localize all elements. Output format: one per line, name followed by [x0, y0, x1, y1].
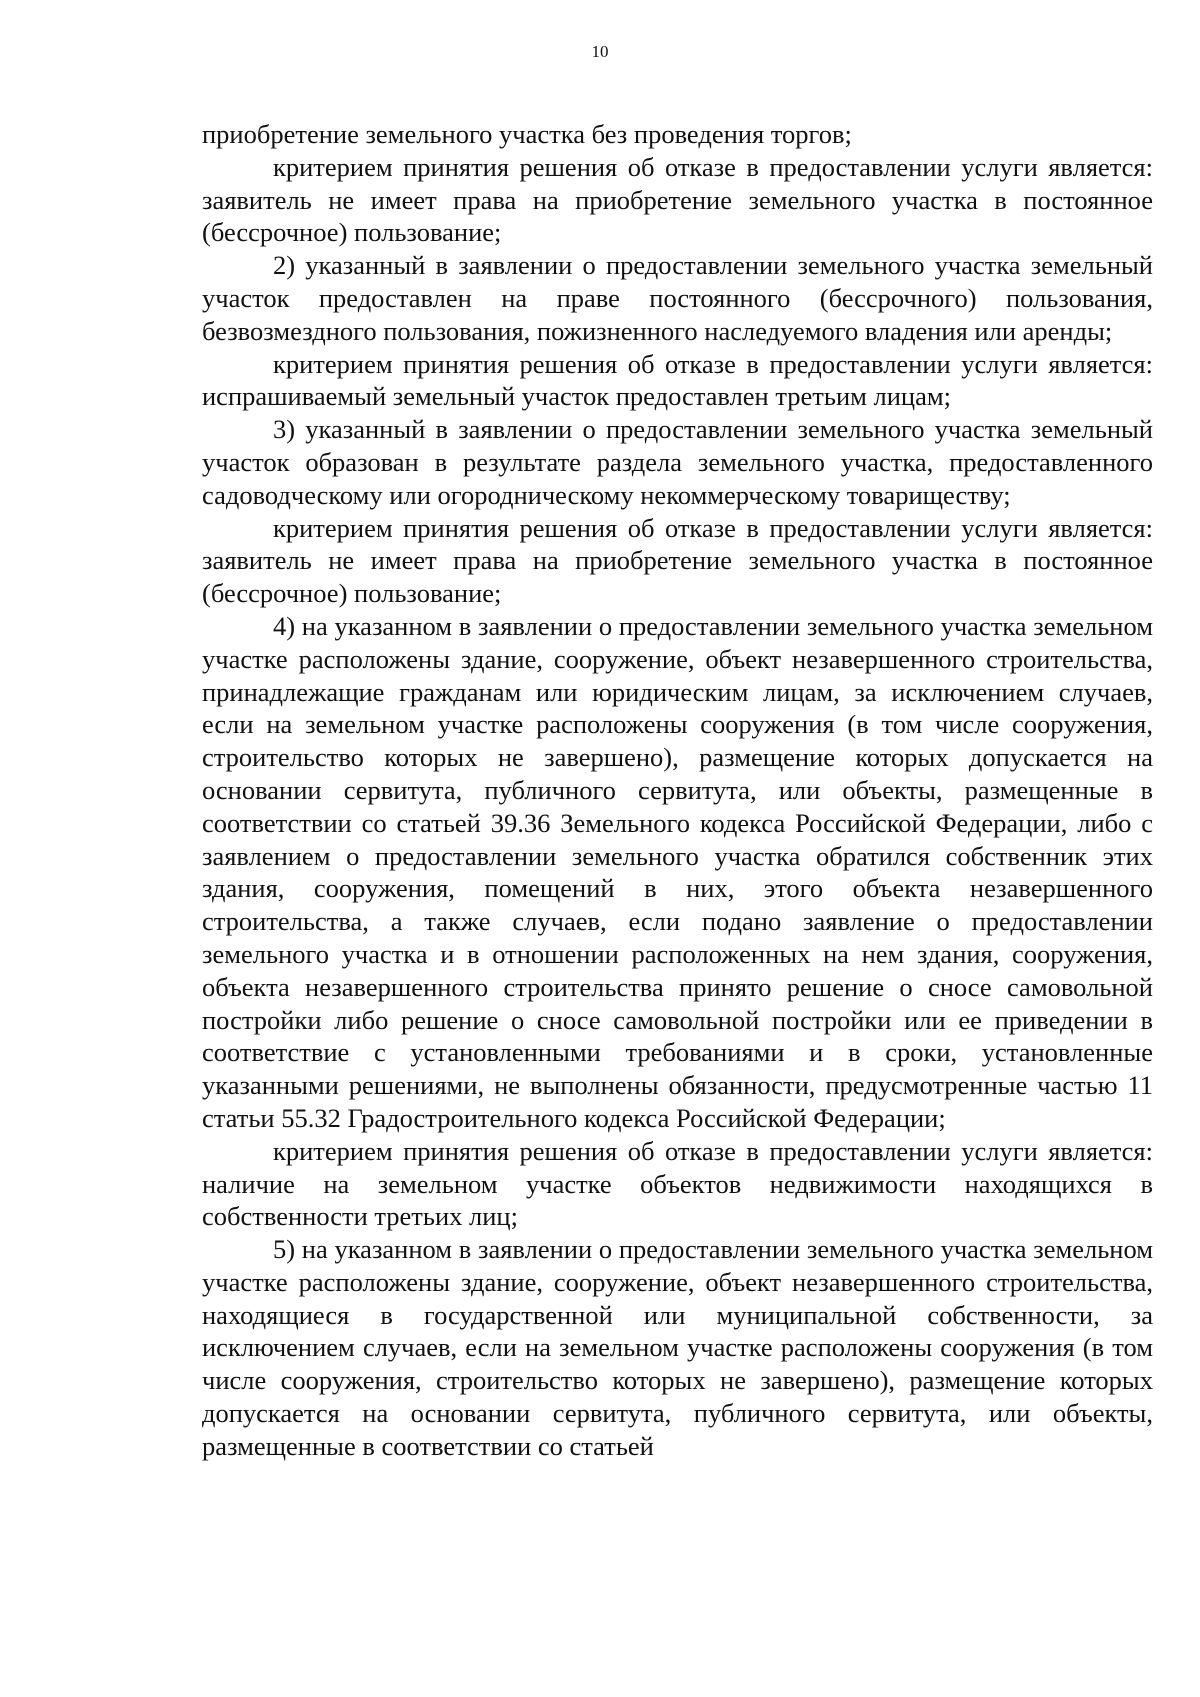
paragraph-criterion-2: критерием принятия решения об отказе в предоставлении услуги является: испрашиваемый земельный участок предоставлен третьим лицам; [202, 348, 1153, 412]
paragraph-item-3: 3) указанный в заявлении о предоставлении земельного участка земельный участок образован в результате раздела земельного участка, предоставленного садоводческому или огородническому некоммерческому товариществу; [202, 414, 1153, 510]
paragraph-torgi-ending: приобретение земельного участка без проведения торгов; [202, 119, 852, 149]
paragraph-criterion-1: критерием принятия решения об отказе в предоставлении услуги является: заявитель не имеет права на приобретение земельного участка в постоянное (бессрочное) пользование; [202, 151, 1153, 248]
paragraph-item-5: 5) на указанном в заявлении о предоставлении земельного участка земельном участке расположены здание, сооружение, объект незавершенного строительства, находящиеся в государственной или муниципальной собственности, за исключением случаев, если на земельном участке расположены сооружения (в том числе сооружения, строительство которых не завершено), размещение которых допускается на основании сервитута, публичного сервитута, или объекты, размещенные в соответствии со статьей [202, 1234, 1153, 1461]
paragraph-item-4: 4) на указанном в заявлении о предоставлении земельного участка земельном участке расположены здание, сооружение, объект незавершенного строительства, принадлежащие гражданам или юридическим лицам, за исключением случаев, если на земельном участке расположены сооружения (в том числе сооружения, строительство которых не завершено), размещение которых допускается на основании сервитута, публичного сервитута, или объекты, размещенные в соответствии со статьей 39.36 Земельного кодекса Российской Федерации, либо с заявлением о предоставлении земельного участка обратился собственник этих здания, сооружения, помещений в них, этого объекта незавершенного строительства, а также случаев, если подано заявление о предоставлении земельного участка и в отношении расположенных на нем здания, сооружения, объекта незавершенного строительства принято решение о сносе самовольной постройки либо решение о сносе самовольной постройки или ее приведении в соответствие с установленными требованиями и в сроки, установленные указанными решениями, не выполнены обязанности, предусмотренные частью 11 статьи 55.32 Градостроительного кодекса Российской Федерации; [202, 610, 1153, 1133]
document-body [202, 118, 1153, 1463]
paragraph-item-2: 2) указанный в заявлении о предоставлении земельного участка земельный участок предоставлен на праве постоянного (бессрочного) пользования, безвозмездного пользования, пожизненного наследуемого владения или аренды; [202, 250, 1153, 346]
paragraph-criterion-3: критерием принятия решения об отказе в предоставлении услуги является: заявитель не имеет права на приобретение земельного участка в постоянное (бессрочное) пользование; [202, 512, 1153, 609]
paragraph-criterion-4: критерием принятия решения об отказе в предоставлении услуги является: наличие на земельном участке объектов недвижимости находящихся в собственности третьих лиц; [202, 1135, 1153, 1232]
page-number: 10 [591, 42, 609, 61]
